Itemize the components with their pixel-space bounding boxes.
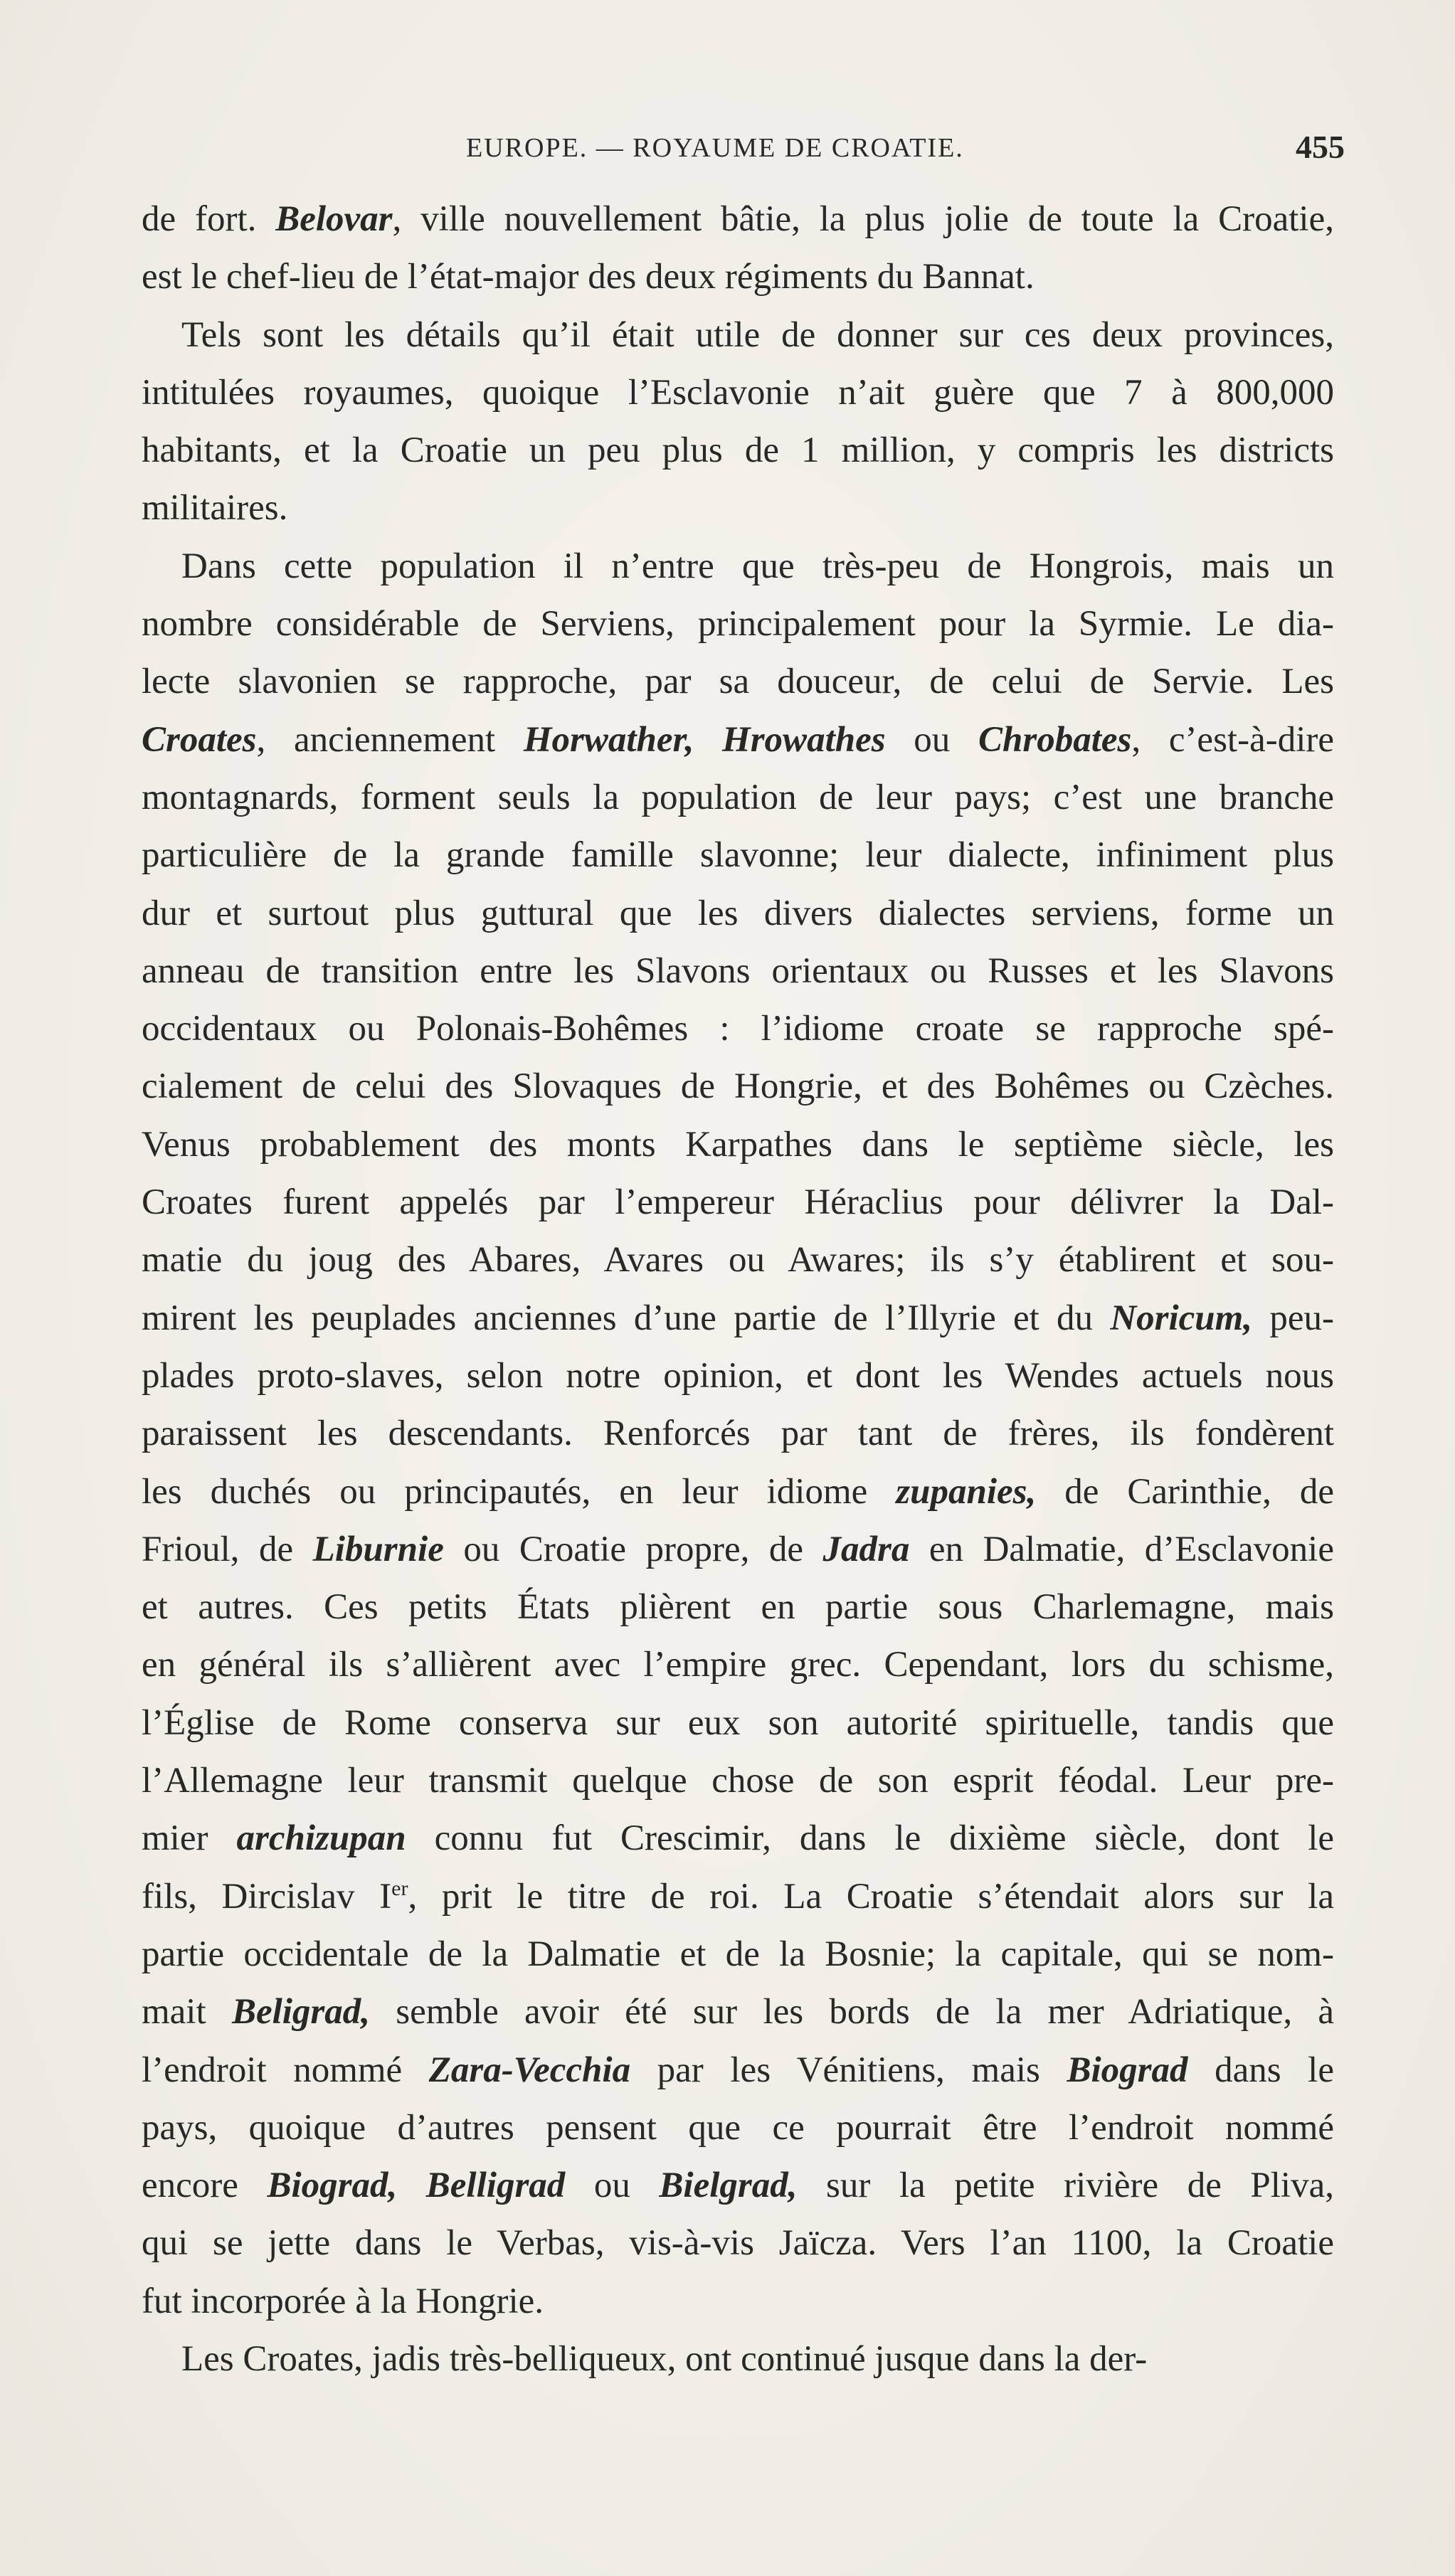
text-segment: anneau de transition entre les Slavons orientaux ou Russes et les Slavons	[142, 950, 1334, 991]
text-line	[142, 1695, 1334, 1752]
text-segment: ou	[565, 2166, 660, 2206]
text-segment: par les Vénitiens, mais	[630, 2050, 1067, 2090]
text-line	[142, 1405, 1334, 1463]
text-line	[142, 827, 1334, 884]
text-segment: semble avoir été sur les bords de la mer Adriatique, à	[370, 1992, 1334, 2032]
italic-term: Horwather, Hrowathes	[523, 719, 886, 760]
italic-term: Croates	[142, 719, 257, 760]
italic-term: Chrobates	[978, 719, 1132, 760]
text-segment: plades proto-slaves, selon notre opinion, et dont les Wendes actuels nous	[142, 1355, 1334, 1396]
italic-term: Liburnie	[312, 1529, 444, 1569]
text-segment: qui se jette dans le Verbas, vis-à-vis Jaïcza. Vers l’an 1100, la Croatie	[142, 2223, 1334, 2264]
text-segment: l’Église de Rome conserva sur eux son autorité spirituelle, tandis que	[142, 1702, 1334, 1743]
italic-term: Biograd, Belligrad	[267, 2166, 566, 2206]
text-segment: , anciennement	[256, 719, 524, 760]
text-line	[142, 1752, 1334, 1810]
text-line	[142, 769, 1334, 827]
text-segment: sur la petite rivière de Pliva,	[797, 2166, 1334, 2206]
body-text	[142, 191, 1334, 2388]
text-line	[142, 1926, 1334, 1983]
text-segment: et autres. Ces petits États plièrent en partie sous Charlemagne, mais	[142, 1587, 1334, 1628]
text-line	[142, 1000, 1334, 1058]
text-line	[142, 2157, 1334, 2215]
text-segment: les duchés ou principautés, en leur idiome	[142, 1471, 896, 1512]
text-segment: fut incorporée à la Hongrie.	[142, 2281, 544, 2321]
text-segment: est le chef-lieu de l’état-major des deux régiments du Bannat.	[142, 257, 1035, 297]
text-segment: en général ils s’allièrent avec l’empire grec. Cependant, lors du schisme,	[142, 1645, 1334, 1685]
text-segment: fils, Dircislav I	[142, 1876, 392, 1917]
italic-term: Belovar	[275, 199, 393, 239]
text-segment: , prit le titre de roi. La Croatie s’étendait alors sur la	[408, 1876, 1334, 1917]
running-head	[142, 129, 1345, 175]
text-line	[142, 1810, 1334, 1867]
italic-term: Beligrad,	[231, 1992, 371, 2032]
text-line	[142, 1174, 1334, 1231]
text-segment: partie occidentale de la Dalmatie et de la Bosnie; la capitale, qui se nom-	[142, 1934, 1334, 1974]
text-segment: l’endroit nommé	[142, 2050, 429, 2090]
text-segment: Frioul, de	[142, 1529, 313, 1569]
text-segment: Les Croates, jadis très-belliqueux, ont continué jusque dans la der-	[181, 2338, 1148, 2379]
italic-term: Zara-Vecchia	[428, 2050, 631, 2090]
text-line	[142, 2215, 1334, 2272]
italic-term: Noricum,	[1110, 1298, 1253, 1338]
text-segment: cialement de celui des Slovaques de Hongrie, et des Bohêmes ou Czèches.	[142, 1066, 1334, 1107]
text-segment: mirent les peuplades anciennes d’une partie de l’Illyrie et du	[142, 1298, 1111, 1338]
text-line	[142, 479, 1334, 537]
text-line	[142, 307, 1334, 364]
text-line	[142, 422, 1334, 479]
text-segment: intitulées royaumes, quoique l’Esclavonie n’ait guère que 7 à 800,000	[142, 372, 1334, 413]
text-segment: de fort.	[142, 199, 276, 239]
text-line	[142, 1290, 1334, 1347]
text-segment: habitants, et la Croatie un peu plus de 1 million, y compris les districts	[142, 430, 1334, 471]
text-segment: Dans cette population il n’entre que très-peu de Hongrois, mais un	[181, 546, 1334, 586]
text-line	[142, 595, 1334, 653]
text-segment: paraissent les descendants. Renforcés par tant de frères, ils fondèrent	[142, 1414, 1334, 1454]
text-line	[142, 1868, 1334, 1926]
text-segment: nombre considérable de Serviens, principalement pour la Syrmie. Le dia-	[142, 604, 1334, 645]
text-line	[142, 364, 1334, 422]
text-line	[142, 943, 1334, 1000]
text-segment: Croates furent appelés par l’empereur Héraclius pour délivrer la Dal-	[142, 1182, 1334, 1223]
text-segment: Venus probablement des monts Karpathes dans le septième siècle, les	[142, 1124, 1334, 1165]
running-title: EUROPE. — ROYAUME DE CROATIE.	[466, 133, 964, 163]
text-segment: , ville nouvellement bâtie, la plus jolie de toute la Croatie,	[392, 199, 1334, 239]
text-line	[142, 191, 1334, 248]
text-line	[142, 1463, 1334, 1521]
text-line	[142, 1579, 1334, 1636]
text-line	[142, 2042, 1334, 2099]
text-line	[142, 885, 1334, 943]
text-segment: militaires.	[142, 488, 288, 529]
text-line	[142, 1347, 1334, 1405]
text-line	[142, 1983, 1334, 2041]
text-line	[142, 653, 1334, 711]
text-segment: montagnards, forment seuls la population de leur pays; c’est une branche	[142, 777, 1334, 817]
text-segment: pays, quoique d’autres pensent que ce pourrait être l’endroit nommé	[142, 2107, 1334, 2148]
text-segment: ou Croatie propre, de	[443, 1529, 823, 1569]
text-segment: , c’est-à-dire	[1131, 719, 1334, 760]
italic-term: zupanies,	[896, 1471, 1037, 1512]
text-line	[142, 1636, 1334, 1694]
text-line	[142, 1116, 1334, 1174]
page-number: 455	[1296, 129, 1345, 165]
italic-term: Bielgrad,	[659, 2166, 798, 2206]
text-line	[142, 1521, 1334, 1579]
text-line	[142, 711, 1334, 769]
text-segment: l’Allemagne leur transmit quelque chose de son esprit féodal. Leur pre-	[142, 1761, 1334, 1801]
text-segment: mier	[142, 1818, 237, 1859]
italic-term: Biograd	[1067, 2050, 1188, 2090]
text-line	[142, 2099, 1334, 2157]
text-line	[142, 2273, 1334, 2331]
text-segment: dur et surtout plus guttural que les divers dialectes serviens, forme un	[142, 893, 1334, 933]
text-segment: lecte slavonien se rapproche, par sa douceur, de celui de Servie. Les	[142, 662, 1334, 702]
text-segment: dans le	[1187, 2050, 1334, 2090]
text-segment: occidentaux ou Polonais-Bohêmes : l’idiome croate se rapproche spé-	[142, 1009, 1334, 1049]
text-line	[142, 1058, 1334, 1115]
text-line	[142, 2331, 1334, 2388]
superscript: er	[391, 1876, 408, 1900]
text-segment: de Carinthie, de	[1036, 1471, 1334, 1512]
text-segment: peu-	[1252, 1298, 1334, 1338]
text-segment: en Dalmatie, d’Esclavonie	[909, 1529, 1334, 1569]
text-segment: Tels sont les détails qu’il était utile de donner sur ces deux provinces,	[181, 314, 1334, 355]
text-segment: ou	[885, 719, 978, 760]
text-segment: mait	[142, 1992, 232, 2032]
text-line	[142, 538, 1334, 595]
italic-term: Jadra	[822, 1529, 910, 1569]
text-line	[142, 248, 1334, 306]
text-segment: particulière de la grande famille slavonne; leur dialecte, infiniment plus	[142, 835, 1334, 876]
italic-term: archizupan	[236, 1818, 406, 1859]
text-segment: matie du joug des Abares, Avares ou Awares; ils s’y établirent et sou-	[142, 1240, 1334, 1281]
text-segment: connu fut Crescimir, dans le dixième siècle, dont le	[406, 1818, 1334, 1859]
text-segment: encore	[142, 2166, 268, 2206]
text-line	[142, 1231, 1334, 1289]
